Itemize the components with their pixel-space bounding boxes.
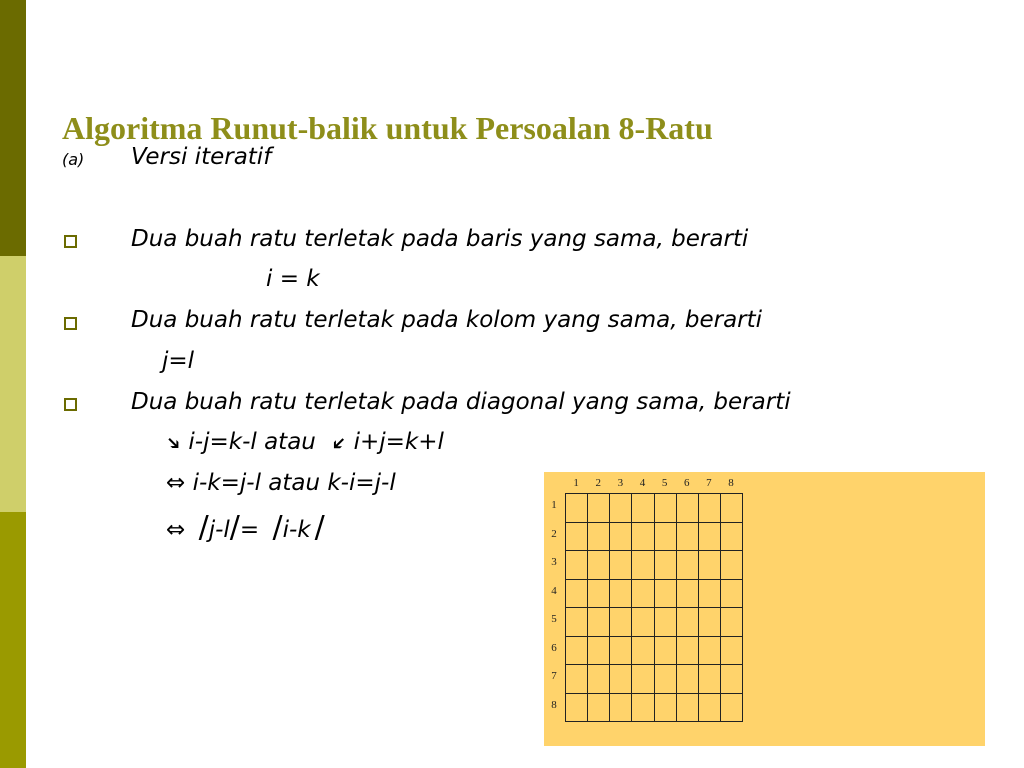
board-cell [588,694,610,723]
arrow-down-right-icon: ➔ [160,430,187,457]
board-cell [588,637,610,666]
board-cell [566,494,588,523]
board-cell [610,580,632,609]
absolute-bar: / [229,510,240,545]
board-cell [677,608,699,637]
board-cell [699,694,721,723]
board-cell [610,551,632,580]
board-cell [655,608,677,637]
board-cell [677,494,699,523]
board-cell [677,523,699,552]
rule-row-text: Dua buah ratu terletak pada baris yang sama, berarti [131,226,749,252]
side-bar-bottom [0,512,26,768]
bullet-icon [64,398,77,411]
diagonal-line-2 [166,470,396,496]
board-cell [610,608,632,637]
board-cell [610,494,632,523]
board-cell [566,608,588,637]
board-cell [721,694,743,723]
board-cell [566,580,588,609]
board-cell [632,494,654,523]
board-column-label: 2 [595,477,601,489]
board-cell [699,637,721,666]
board-column-label: 4 [639,477,646,489]
board-cell [677,580,699,609]
board-cell [566,637,588,666]
diagonal-line-1 [160,429,444,457]
bullet-icon [64,235,77,248]
side-bar-top [0,0,26,256]
board-cell [655,637,677,666]
rule-diagonal-text: Dua buah ratu terletak pada diagonal yang sama, berarti [131,389,791,415]
board-cell [632,637,654,666]
board-row-label: 1 [551,499,557,512]
board-cell [721,523,743,552]
board-row-label: 4 [551,584,557,597]
board-cell [677,694,699,723]
absolute-bar: / [314,510,325,545]
board-cell [632,665,654,694]
board-row-label: 7 [551,670,557,683]
board-column-label: 5 [661,477,668,489]
board-cell [610,523,632,552]
board-cell [566,551,588,580]
side-bar-middle [0,256,26,512]
chessboard-grid [565,493,743,722]
diagonal-line-3 [166,510,325,545]
board-cell [632,608,654,637]
absolute-bar: / [198,510,209,545]
board-cell [588,494,610,523]
board-cell [632,551,654,580]
board-cell [566,523,588,552]
subsection-text: Versi iteratif [131,144,272,170]
board-cell [721,580,743,609]
board-cell [632,523,654,552]
board-cell [655,580,677,609]
board-cell [588,580,610,609]
equals-sign: = [239,517,260,543]
board-cell [632,580,654,609]
board-row-label: 8 [551,698,557,711]
board-row-label: 5 [551,613,557,626]
board-cell [655,551,677,580]
board-cell [566,665,588,694]
board-row-label: 2 [551,527,557,540]
board-cell [677,637,699,666]
board-cell [566,694,588,723]
board-cell [588,551,610,580]
board-cell [699,608,721,637]
board-cell [655,523,677,552]
board-cell [655,665,677,694]
rule-column-formula: j=l [162,348,195,374]
chessboard-panel [544,472,985,746]
board-column-label: 1 [573,477,579,489]
board-row-label: 3 [551,556,557,569]
board-cell [699,494,721,523]
equivalence-arrow-icon: ⇔ [166,517,186,543]
arrow-down-left-icon: ➔ [325,430,352,457]
absolute-bar: / [272,510,283,545]
board-cell [655,694,677,723]
board-cell [699,551,721,580]
board-cell [721,665,743,694]
board-cell [677,551,699,580]
board-cell [721,551,743,580]
board-cell [588,665,610,694]
slide-title: Algoritma Runut-balik untuk Persoalan 8-Ratu [62,110,713,146]
board-cell [610,665,632,694]
board-cell [610,637,632,666]
board-cell [699,665,721,694]
absolute-right-term: i-k [282,517,311,543]
board-cell [610,694,632,723]
board-cell [588,608,610,637]
board-cell [721,608,743,637]
board-cell [588,523,610,552]
board-cell [655,494,677,523]
board-cell [699,580,721,609]
board-cell [699,523,721,552]
rule-row-formula: i = k [266,266,320,292]
board-column-label: 3 [617,477,624,489]
subsection-marker: (a) [62,150,85,169]
board-column-label: 8 [728,477,734,489]
bullet-icon [64,317,77,330]
board-column-label: 6 [683,477,690,489]
board-cell [677,665,699,694]
board-cell [632,694,654,723]
rule-column-text: Dua buah ratu terletak pada kolom yang sama, berarti [131,307,763,333]
diagonal-equation-2: i+j=k+l [353,429,444,455]
diagonal-equation-1: i-j=k-l atau [188,429,316,455]
diagonal-equation-3: i-k=j-l atau k-i=j-l [192,470,396,496]
board-cell [721,637,743,666]
board-column-label: 7 [706,477,712,489]
board-cell [721,494,743,523]
equivalence-arrow-icon: ⇔ [166,470,186,496]
board-row-label: 6 [551,641,557,654]
absolute-left-term: j-l [208,517,230,543]
